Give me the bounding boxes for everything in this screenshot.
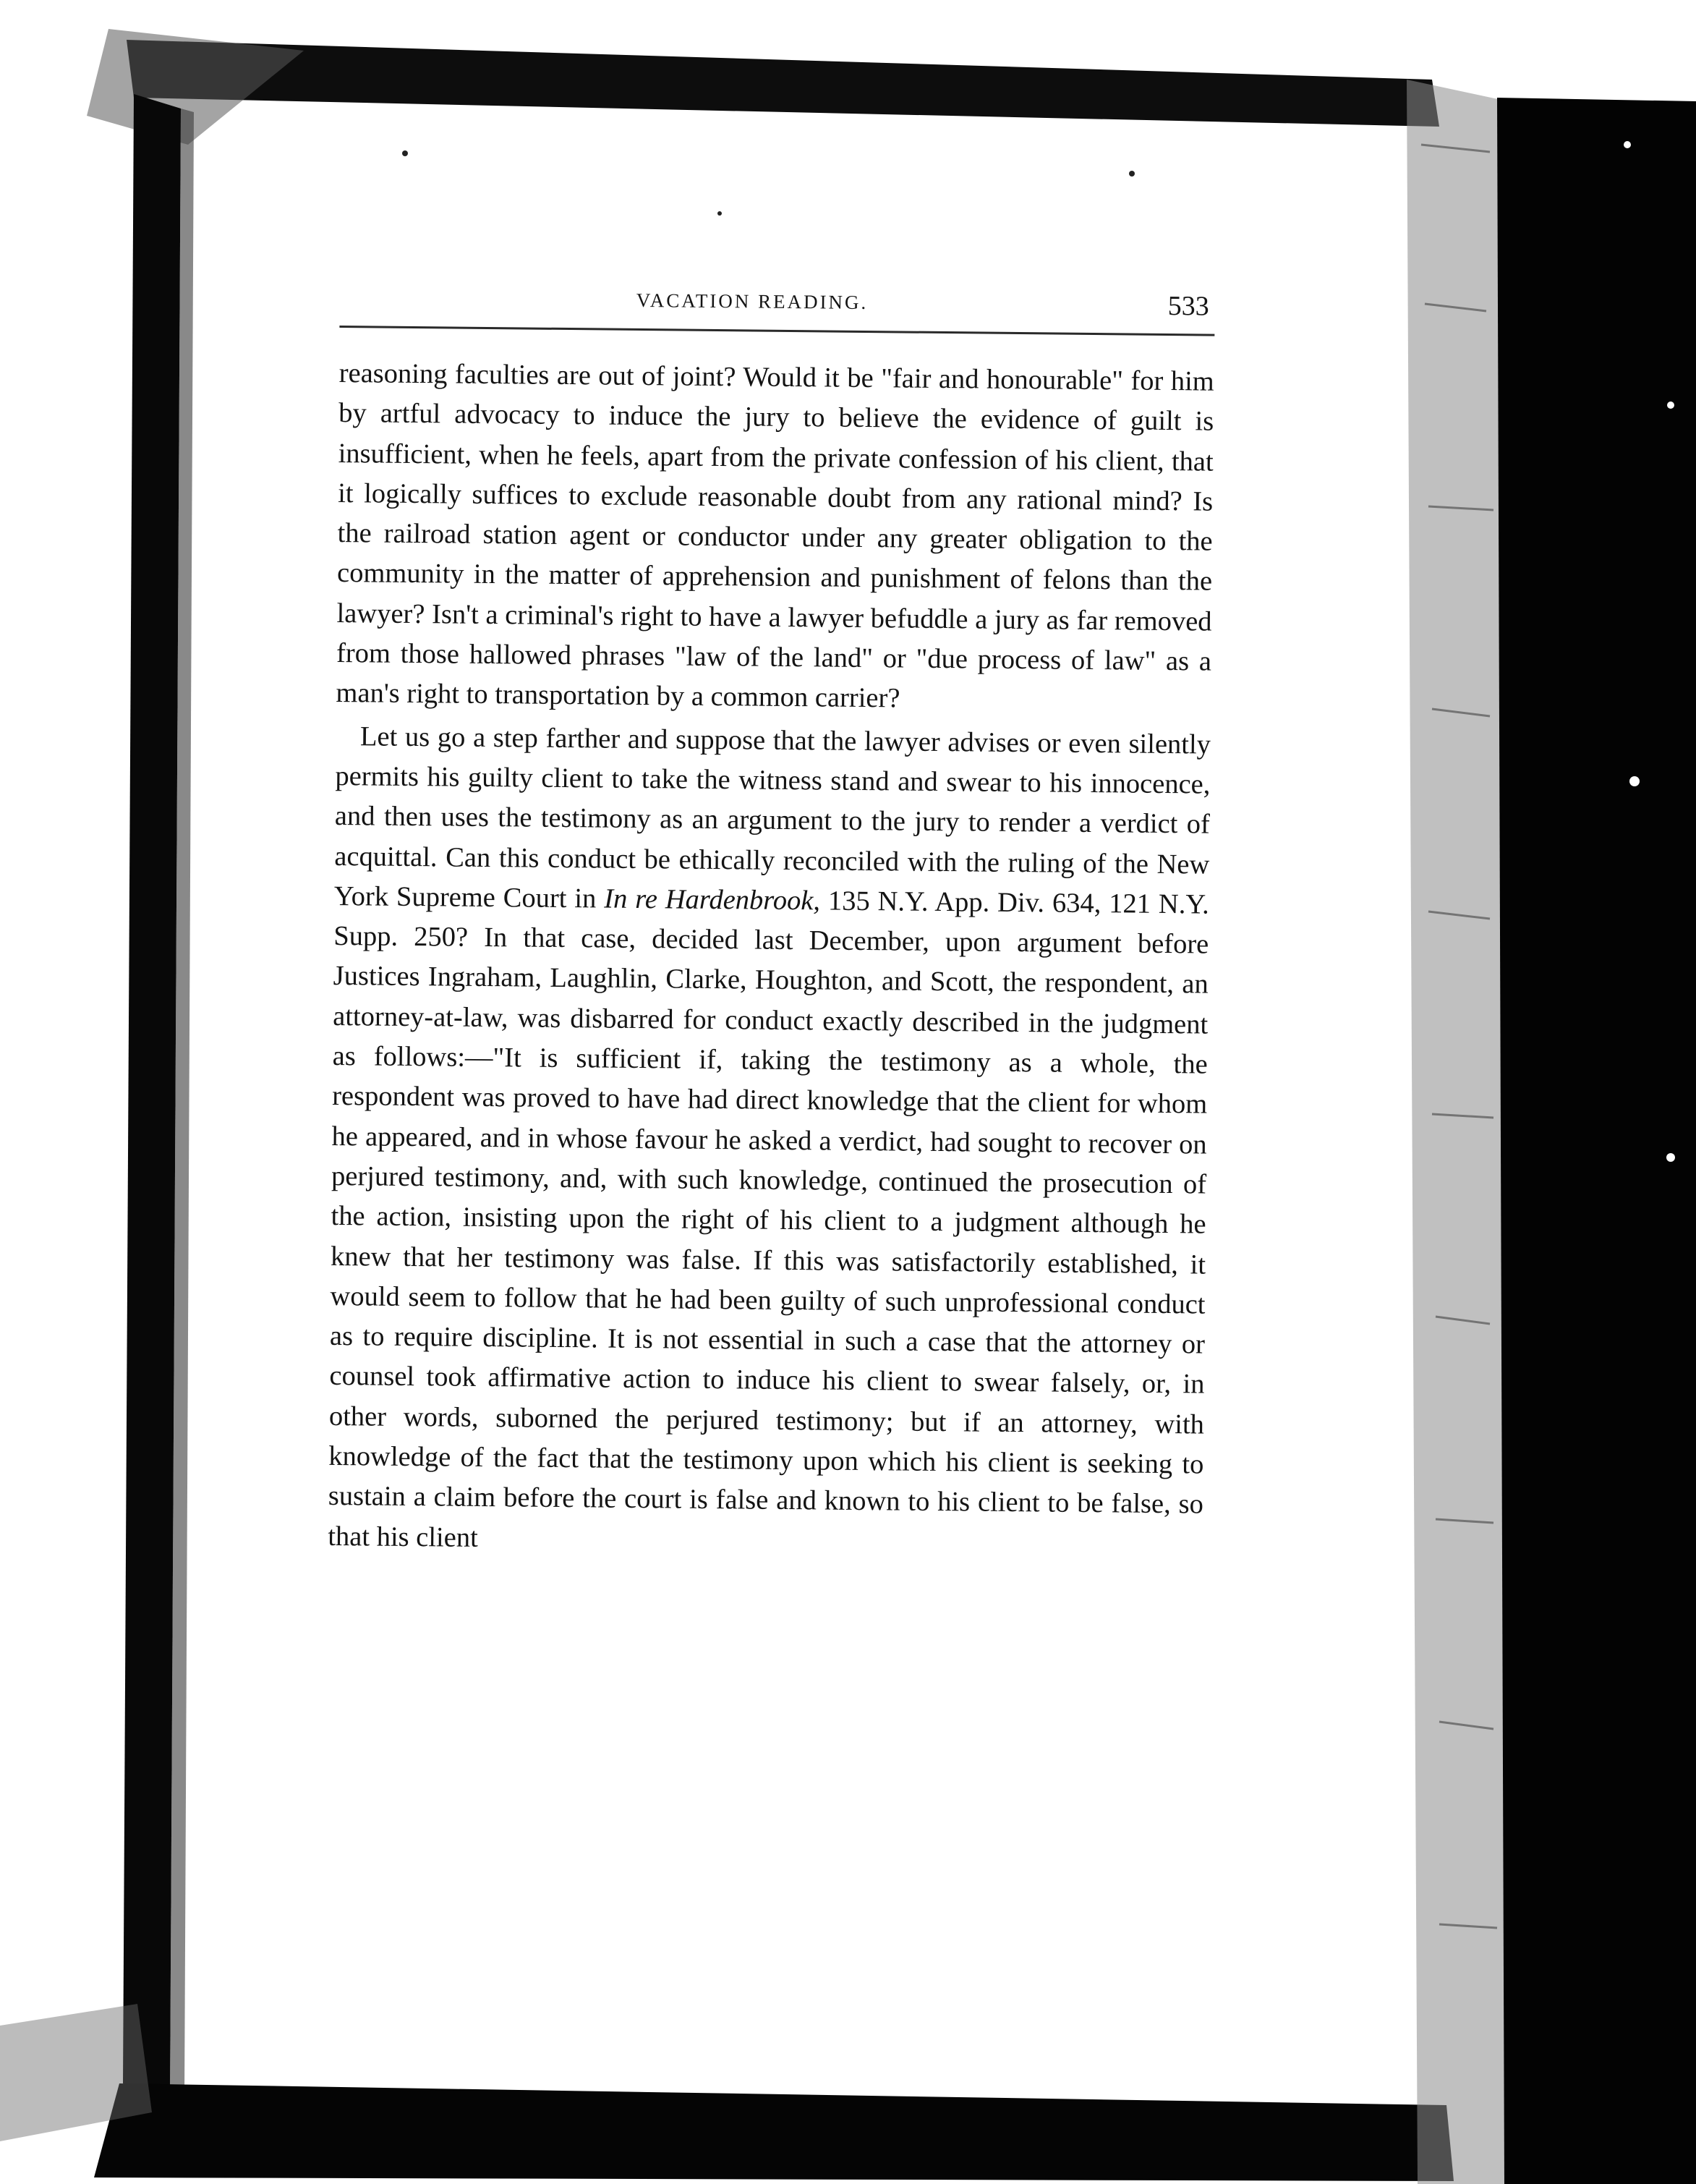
page-content (328, 282, 1215, 1565)
stray-dot (717, 211, 722, 216)
case-citation-name: In re Hardenbrook, (604, 883, 821, 917)
stray-dot (402, 150, 408, 156)
right-binding-speckle (1407, 80, 1508, 2184)
bottom-page-edge (94, 2083, 1454, 2181)
stray-dot (1624, 141, 1631, 148)
stray-dot (1129, 171, 1135, 177)
paragraph-2 (328, 717, 1211, 1565)
running-head (339, 282, 1215, 336)
page-number: 533 (1167, 290, 1209, 322)
paragraph-2-text-before-case: Let us go a step farther and suppose that the lawyer advises or even silently permits his guilty client to take the witness stand and swear to his innocence, and then uses the testimony as an argument to the jury to render a verdict of acquittal. Can this conduct be ethically reconciled with the ruling of the New York Supreme Court in (333, 721, 1211, 914)
stray-dot (1667, 401, 1674, 409)
right-binding-dark (1497, 98, 1696, 2184)
top-page-edge (127, 40, 1439, 127)
paragraph-2-text-after-case: 135 N.Y. App. Div. 634, 121 N.Y. Supp. 250? In that case, decided last December, upon argument before Justices Ingraham, Laughlin, Clarke, Houghton, and Scott, the respondent, an attorney-at-law, was disbarred for conduct exactly described in the judgment as follows:—"It is sufficient if, taking the testimony as a whole, the respondent was proved to have had direct knowledge that the client for whom he appeared, and in whose favour he asked a verdict, had sought to recover on perjured testimony, and, with such knowledge, continued the prosecution of the action, insisting upon the right of his client to a judgment although he knew that her testimony was false. If this was satisfactorily established, it would seem to follow that he had been guilty of such unprofessional conduct as to require discipline. It is not essential in such a case that the attorney or counsel took affirmative action to induce his client to swear falsely, or, in other words, suborned the perjured testimony; but if an attorney, with knowledge of the fact that the testimony upon which his client is seeking to sustain a claim before the court is false and known to his client to be false, so that his client (328, 885, 1209, 1553)
running-head-title: VACATION READING. (636, 289, 869, 314)
stray-dot (1629, 776, 1640, 786)
paragraph-1: reasoning faculties are out of joint? Would it be "fair and honourable" for him by artful advocacy to induce the jury to believe the evidence of guilt is insufficient, when he feels, apart from the private confession of his client, that it logically suffices to exclude reasonable doubt from any rational mind? Is the railroad station agent or conductor under any greater obligation to the community in the matter of apprehension and punishment of felons than the lawyer? Isn't a criminal's right to have a lawyer befuddle a jury as far removed from those hallowed phrases "law of the land" or "due process of law" as a man's right to transportation by a common carrier? (336, 357, 1214, 714)
stray-dot (1666, 1153, 1675, 1162)
